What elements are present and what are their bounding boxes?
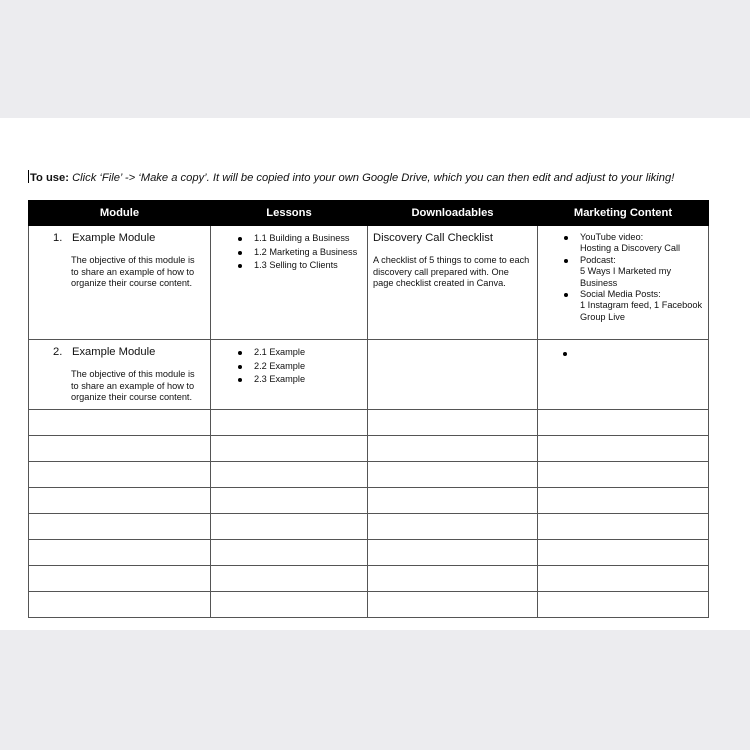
header-row [29,201,709,226]
marketing-type: Podcast: [580,254,616,265]
module-row-2 [29,340,709,410]
marketing-list [538,232,708,323]
empty-cell[interactable] [29,540,211,566]
lesson-item: 1.2 Marketing a Business [254,246,367,260]
marketing-cell[interactable] [538,340,709,410]
module-title [53,233,210,244]
marketing-type: Social Media Posts: [580,289,661,300]
lesson-list [211,346,367,387]
empty-cell[interactable] [368,410,538,436]
marketing-detail: 1 Instagram feed, 1 Facebook Group Live [580,300,703,322]
empty-cell[interactable] [29,566,211,592]
empty-cell[interactable] [29,514,211,540]
lesson-item: 1.1 Building a Business [254,232,367,246]
marketing-type: YouTube video: [580,232,644,242]
lesson-item: 2.2 Example [254,360,367,374]
empty-cell[interactable] [538,410,709,436]
empty-cell[interactable] [211,488,368,514]
empty-cell[interactable] [538,566,709,592]
empty-cell[interactable] [538,592,709,618]
marketing-detail: 5 Ways I Marketed my Business [580,266,672,288]
empty-cell[interactable] [538,488,709,514]
empty-cell[interactable] [538,514,709,540]
marketing-cell[interactable] [538,226,709,340]
marketing-item [580,232,708,255]
lesson-list [211,232,367,273]
empty-cell[interactable] [211,514,368,540]
empty-cell[interactable] [29,462,211,488]
empty-cell[interactable] [29,592,211,618]
empty-row [29,566,709,592]
module-cell[interactable] [29,226,211,340]
module-description: The objective of this module is to share an example of how to organize their course content. [71,255,195,289]
usage-instruction [28,170,674,184]
empty-cell[interactable] [538,540,709,566]
empty-cell[interactable] [368,436,538,462]
empty-row [29,436,709,462]
empty-row [29,514,709,540]
module-number: 2. [53,346,63,358]
empty-cell[interactable] [29,410,211,436]
empty-cell[interactable] [368,592,538,618]
text-cursor [28,170,29,183]
module-title-text: Example Module [72,346,156,358]
empty-cell[interactable] [29,488,211,514]
downloadable-title: Discovery Call Checklist [373,232,493,244]
marketing-item [580,289,708,323]
module-description: The objective of this module is to share an example of how to organize their course content. [71,369,195,403]
header-marketing-content: Marketing Content [538,201,709,226]
empty-cell[interactable] [538,462,709,488]
module-row-1 [29,226,709,340]
header-downloadables: Downloadables [368,201,538,226]
empty-cell[interactable] [211,462,368,488]
empty-cell[interactable] [368,514,538,540]
downloadables-cell[interactable] [368,340,538,410]
lesson-item: 1.3 Selling to Clients [254,259,367,273]
empty-cell[interactable] [368,566,538,592]
lessons-cell[interactable] [211,340,368,410]
empty-cell[interactable] [368,540,538,566]
empty-cell[interactable] [211,592,368,618]
document-page [0,118,750,630]
empty-row [29,540,709,566]
module-number: 1. [53,232,63,244]
downloadables-cell[interactable] [368,226,538,340]
lesson-item: 2.3 Example [254,373,367,387]
empty-row [29,410,709,436]
empty-cell[interactable] [538,436,709,462]
instruction-text: Click ‘File’ -> ‘Make a copy’. It will be copied into your own Google Drive, which you can then edit and adjust to your liking! [72,172,675,184]
empty-cell[interactable] [29,436,211,462]
empty-row [29,488,709,514]
lessons-cell[interactable] [211,226,368,340]
marketing-item [580,255,708,289]
empty-cell[interactable] [368,488,538,514]
empty-bullet [563,352,567,356]
empty-cell[interactable] [211,540,368,566]
empty-cell[interactable] [368,462,538,488]
header-lessons: Lessons [211,201,368,226]
empty-row [29,592,709,618]
instruction-label: To use: [30,172,69,184]
empty-cell[interactable] [211,436,368,462]
empty-row [29,462,709,488]
module-title-text: Example Module [72,232,156,244]
module-cell[interactable] [29,340,211,410]
module-title [53,347,210,358]
downloadable-description: A checklist of 5 things to come to each discovery call prepared with. One page checklist created in Canva. [373,255,530,289]
lesson-item: 2.1 Example [254,346,367,360]
course-plan-table [28,200,709,618]
marketing-detail: Hosting a Discovery Call [580,243,681,254]
header-module: Module [29,201,211,226]
empty-cell[interactable] [211,566,368,592]
empty-cell[interactable] [211,410,368,436]
